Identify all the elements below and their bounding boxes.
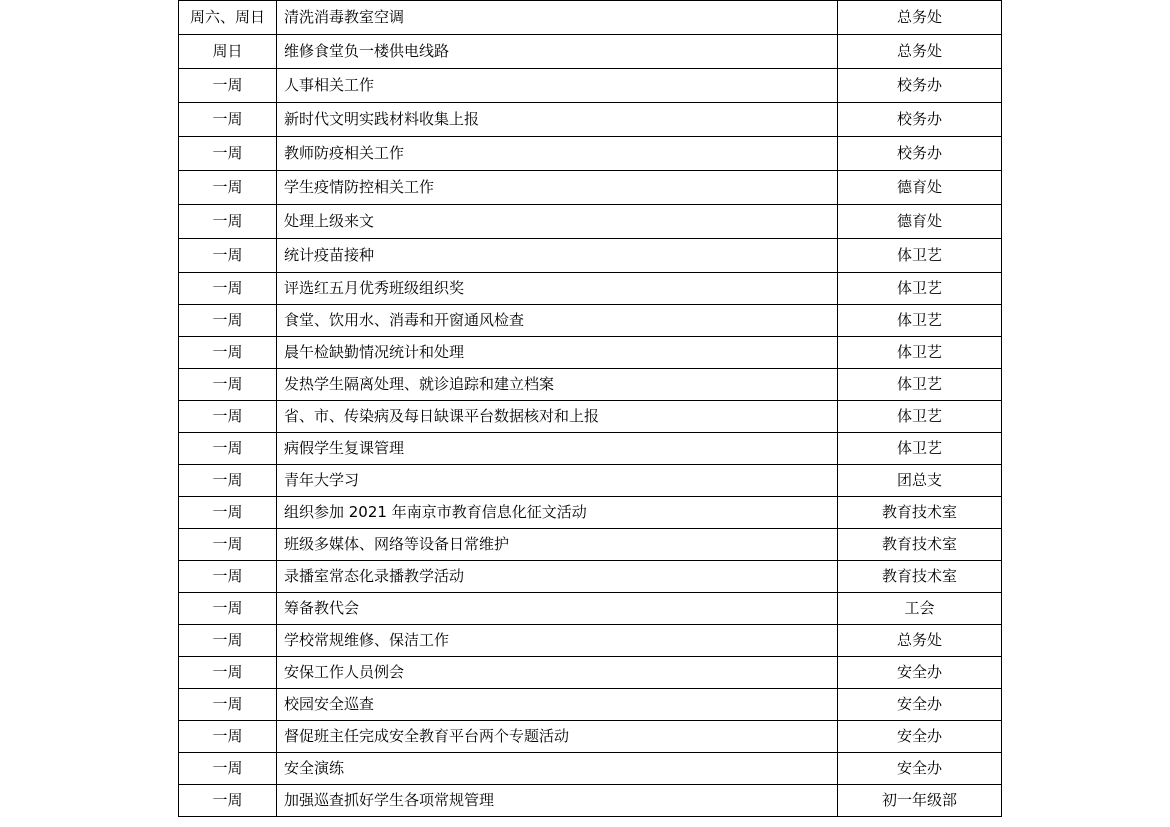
department-cell: 安全办 [838,657,1002,689]
department-cell: 总务处 [838,625,1002,657]
table-row [179,657,1002,689]
task-cell: 录播室常态化录播教学活动 [277,561,838,593]
time-cell: 一周 [179,273,277,305]
department-cell: 安全办 [838,753,1002,785]
time-cell: 一周 [179,401,277,433]
schedule-table-body [179,1,1002,817]
department-cell: 体卫艺 [838,337,1002,369]
table-row [179,103,1002,137]
task-cell: 学生疫情防控相关工作 [277,171,838,205]
table-row [179,785,1002,817]
table-row [179,593,1002,625]
table-row [179,1,1002,35]
department-cell: 体卫艺 [838,433,1002,465]
task-cell: 新时代文明实践材料收集上报 [277,103,838,137]
department-cell: 初一年级部 [838,785,1002,817]
department-cell: 德育处 [838,171,1002,205]
time-cell: 一周 [179,529,277,561]
department-cell: 德育处 [838,205,1002,239]
table-row [179,721,1002,753]
table-row [179,69,1002,103]
department-cell: 总务处 [838,35,1002,69]
task-cell: 发热学生隔离处理、就诊追踪和建立档案 [277,369,838,401]
table-row [179,137,1002,171]
task-cell: 统计疫苗接种 [277,239,838,273]
time-cell: 周六、周日 [179,1,277,35]
task-cell: 组织参加 2021 年南京市教育信息化征文活动 [277,497,838,529]
table-row [179,625,1002,657]
table-row [179,689,1002,721]
time-cell: 一周 [179,625,277,657]
department-cell: 体卫艺 [838,401,1002,433]
department-cell: 校务办 [838,103,1002,137]
department-cell: 体卫艺 [838,305,1002,337]
time-cell: 一周 [179,753,277,785]
time-cell: 周日 [179,35,277,69]
table-row [179,561,1002,593]
task-cell: 安保工作人员例会 [277,657,838,689]
task-cell: 食堂、饮用水、消毒和开窗通风检查 [277,305,838,337]
table-row [179,369,1002,401]
department-cell: 安全办 [838,689,1002,721]
task-cell: 人事相关工作 [277,69,838,103]
task-cell: 学校常规维修、保洁工作 [277,625,838,657]
task-cell: 评选红五月优秀班级组织奖 [277,273,838,305]
table-row [179,239,1002,273]
table-row [179,465,1002,497]
task-cell: 班级多媒体、网络等设备日常维护 [277,529,838,561]
table-row [179,529,1002,561]
table-row [179,497,1002,529]
time-cell: 一周 [179,465,277,497]
task-cell: 省、市、传染病及每日缺课平台数据核对和上报 [277,401,838,433]
department-cell: 教育技术室 [838,529,1002,561]
time-cell: 一周 [179,337,277,369]
table-row [179,753,1002,785]
department-cell: 教育技术室 [838,497,1002,529]
table-row [179,273,1002,305]
time-cell: 一周 [179,171,277,205]
time-cell: 一周 [179,137,277,171]
time-cell: 一周 [179,433,277,465]
department-cell: 体卫艺 [838,239,1002,273]
table-row [179,171,1002,205]
task-cell: 安全演练 [277,753,838,785]
task-cell: 晨午检缺勤情况统计和处理 [277,337,838,369]
time-cell: 一周 [179,561,277,593]
task-cell: 教师防疫相关工作 [277,137,838,171]
table-row [179,401,1002,433]
table-row [179,305,1002,337]
task-cell: 筹备教代会 [277,593,838,625]
task-cell: 督促班主任完成安全教育平台两个专题活动 [277,721,838,753]
department-cell: 教育技术室 [838,561,1002,593]
task-cell: 清洗消毒教室空调 [277,1,838,35]
department-cell: 团总支 [838,465,1002,497]
time-cell: 一周 [179,657,277,689]
time-cell: 一周 [179,239,277,273]
task-cell: 维修食堂负一楼供电线路 [277,35,838,69]
time-cell: 一周 [179,69,277,103]
task-cell: 加强巡查抓好学生各项常规管理 [277,785,838,817]
department-cell: 安全办 [838,721,1002,753]
table-row [179,337,1002,369]
time-cell: 一周 [179,721,277,753]
schedule-table [178,0,1002,817]
department-cell: 总务处 [838,1,1002,35]
time-cell: 一周 [179,205,277,239]
department-cell: 工会 [838,593,1002,625]
time-cell: 一周 [179,593,277,625]
table-row [179,205,1002,239]
time-cell: 一周 [179,369,277,401]
table-row [179,433,1002,465]
task-cell: 处理上级来文 [277,205,838,239]
task-cell: 青年大学习 [277,465,838,497]
task-cell: 病假学生复课管理 [277,433,838,465]
table-row [179,35,1002,69]
department-cell: 体卫艺 [838,369,1002,401]
time-cell: 一周 [179,785,277,817]
time-cell: 一周 [179,305,277,337]
department-cell: 校务办 [838,137,1002,171]
department-cell: 校务办 [838,69,1002,103]
task-cell: 校园安全巡查 [277,689,838,721]
department-cell: 体卫艺 [838,273,1002,305]
time-cell: 一周 [179,497,277,529]
time-cell: 一周 [179,689,277,721]
time-cell: 一周 [179,103,277,137]
